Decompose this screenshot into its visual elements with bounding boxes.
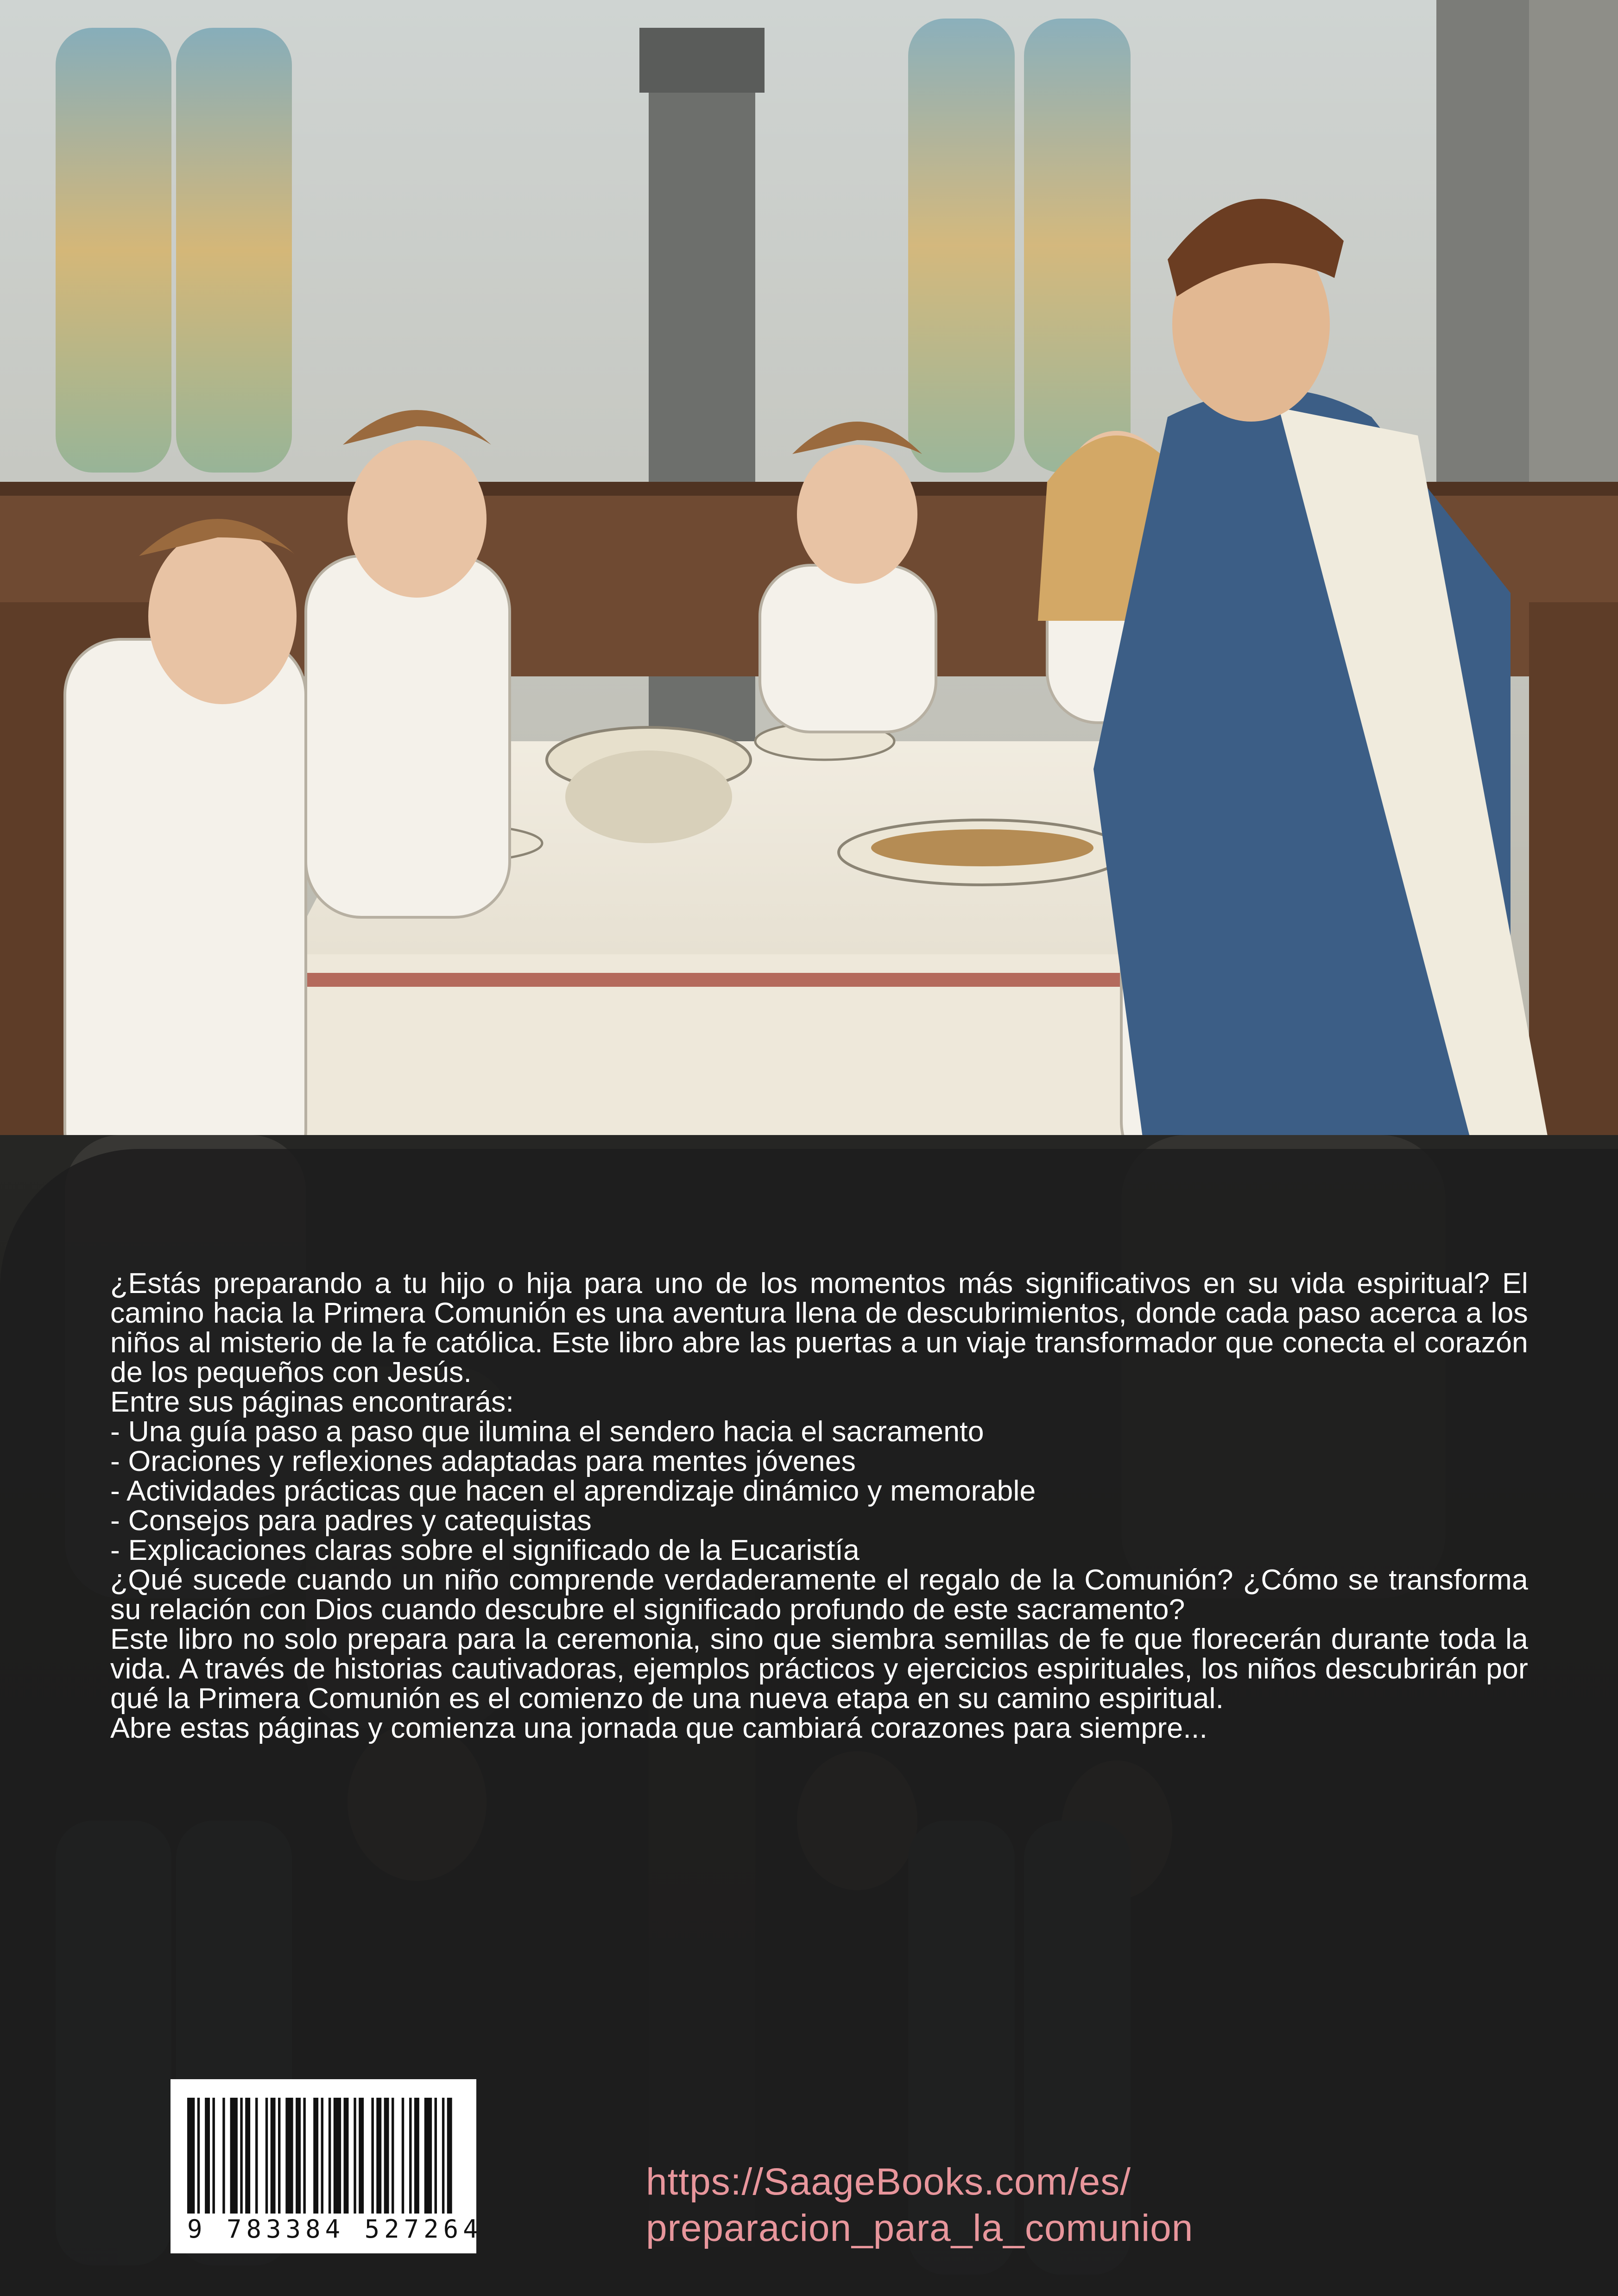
barcode-bar — [265, 2098, 268, 2214]
barcode-bar — [435, 2098, 437, 2214]
barcode-bar — [371, 2098, 373, 2214]
isbn-barcode — [171, 2079, 483, 2253]
description-list-heading: Entre sus páginas encontrarás: — [110, 1386, 514, 1418]
barcode-bar — [414, 2098, 419, 2214]
barcode-bar — [303, 2098, 305, 2214]
barcode-bar — [376, 2098, 381, 2214]
barcode-bar — [384, 2098, 389, 2214]
description-list-item: - Oraciones y reflexiones adaptadas para mentes jóvenes — [110, 1445, 856, 1477]
barcode-bar — [359, 2098, 364, 2214]
website-link-line1[interactable]: https://SaageBooks.com/es/ — [646, 2161, 1131, 2203]
barcode-bar — [245, 2098, 250, 2214]
description-list-item: - Una guía paso a paso que ilumina el sendero hacia el sacramento — [110, 1415, 984, 1448]
website-link-line2[interactable]: preparacion_para_la_comunion — [646, 2207, 1194, 2249]
description-list-item: - Explicaciones claras sobre el significado de la Eucaristía — [110, 1534, 860, 1566]
barcode-bar — [212, 2098, 215, 2214]
barcode-bar — [296, 2098, 301, 2214]
barcode-bar — [447, 2098, 452, 2214]
barcode-bar — [285, 2098, 293, 2214]
website-link[interactable] — [646, 2159, 1193, 2252]
barcode-bars — [187, 2098, 460, 2214]
barcode-bar — [354, 2098, 356, 2214]
barcode-bar — [255, 2098, 258, 2214]
barcode-bar — [313, 2098, 318, 2214]
barcode-bar — [240, 2098, 242, 2214]
barcode-bar — [402, 2098, 404, 2214]
barcode-digits: 9 783384 527264 — [187, 2214, 483, 2244]
description-questions: ¿Qué sucede cuando un niño comprende verdaderamente el regalo de la Comunión? ¿Cómo se transforma su relación con Dios cuando descubre el significado profundo de este sacramento? — [110, 1564, 1528, 1626]
barcode-bar — [409, 2098, 411, 2214]
barcode-bar — [205, 2098, 210, 2214]
barcode-bar — [197, 2098, 200, 2214]
barcode-bar — [442, 2098, 444, 2214]
description-body: Este libro no solo prepara para la ceremonia, sino que siembra semillas de fe que florecerán durante toda la vida. A través de historias cautivadoras, ejemplos prácticos y ejercicios espirituales, los niños descubrirán por qué la Primera Comunión es el comienzo de una nueva etapa en su camino espiritual. — [110, 1623, 1528, 1715]
barcode-bar — [344, 2098, 349, 2214]
barcode-bar — [230, 2098, 238, 2214]
barcode-bar — [334, 2098, 341, 2214]
barcode-bar — [187, 2098, 195, 2214]
barcode-bar — [278, 2098, 280, 2214]
barcode-bar — [424, 2098, 432, 2214]
barcode-bar — [321, 2098, 323, 2214]
description-intro: ¿Estás preparando a tu hijo o hija para uno de los momentos más significativos en su vida espiritual? El camino hacia la Primera Comunión es una aventura llena de descubrimientos, donde cada paso acerca a los niños al misterio de la fe católica. Este libro abre las puertas a un viaje transformador que conecta el corazón de los pequeños con Jesús. — [110, 1267, 1528, 1388]
description-list-item: - Actividades prácticas que hacen el aprendizaje dinámico y memorable — [110, 1475, 1036, 1507]
barcode-bar — [392, 2098, 394, 2214]
description-list-item: - Consejos para padres y catequistas — [110, 1504, 592, 1537]
barcode-bar — [222, 2098, 225, 2214]
book-description — [110, 1268, 1528, 1743]
description-closing: Abre estas páginas y comienza una jornada que cambiará corazones para siempre... — [110, 1712, 1208, 1744]
barcode-bar — [271, 2098, 276, 2214]
barcode-bar — [329, 2098, 331, 2214]
